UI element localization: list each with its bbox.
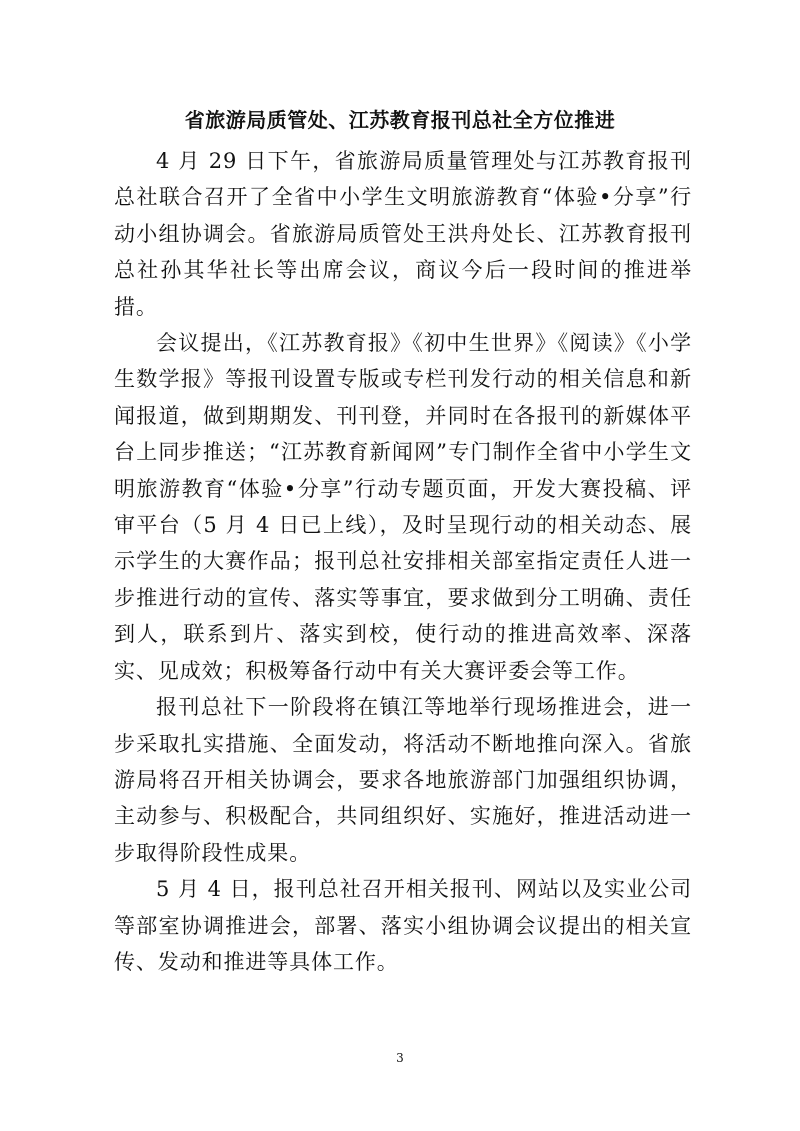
paragraph-2: 会议提出，《江苏教育报》《初中生世界》《阅读》《小学生数学报》等报刊设置专版或专栏刊发行动的相关信息和新闻报道，做到期期发、刊刊登，并同时在各报刊的新媒体平台上同步推送；“江苏教育新闻网”专门制作全省中小学生文明旅游教育“体验•分享”行动专题页面，开发大赛投稿、评审平台（5 月 4 日已上线），及时呈现行动的相关动态、展示学生的大赛作品；报刊总社安排相关部室指定责任人进一步推进行动的宣传、落实等事宜，要求做到分工明确、责任到人，联系到片、落实到校，使行动的推进高效率、深落实、见成效；积极筹备行动中有关大赛评委会等工作。 <box>114 331 692 683</box>
paragraph-4: 5 月 4 日，报刊总社召开相关报刊、网站以及实业公司等部室协调推进会，部署、落实小组协调会议提出的相关宣传、发动和推进等具体工作。 <box>114 877 692 974</box>
page-number: 3 <box>396 1051 404 1065</box>
document-body <box>114 143 692 980</box>
paragraph-1: 4 月 29 日下午，省旅游局质量管理处与江苏教育报刊总社联合召开了全省中小学生文明旅游教育“体验•分享”行动小组协调会。省旅游局质管处王洪舟处长、江苏教育报刊总社孙其华社长等出席会议，商议今后一段时间的推进举措。 <box>114 149 692 319</box>
paragraph-3: 报刊总社下一阶段将在镇江等地举行现场推进会，进一步采取扎实措施、全面发动，将活动不断地推向深入。省旅游局将召开相关协调会，要求各地旅游部门加强组织协调，主动参与、积极配合，共同组织好、实施好，推进活动进一步取得阶段性成果。 <box>114 695 692 865</box>
document-title: 省旅游局质管处、江苏教育报刊总社全方位推进 <box>184 108 616 132</box>
